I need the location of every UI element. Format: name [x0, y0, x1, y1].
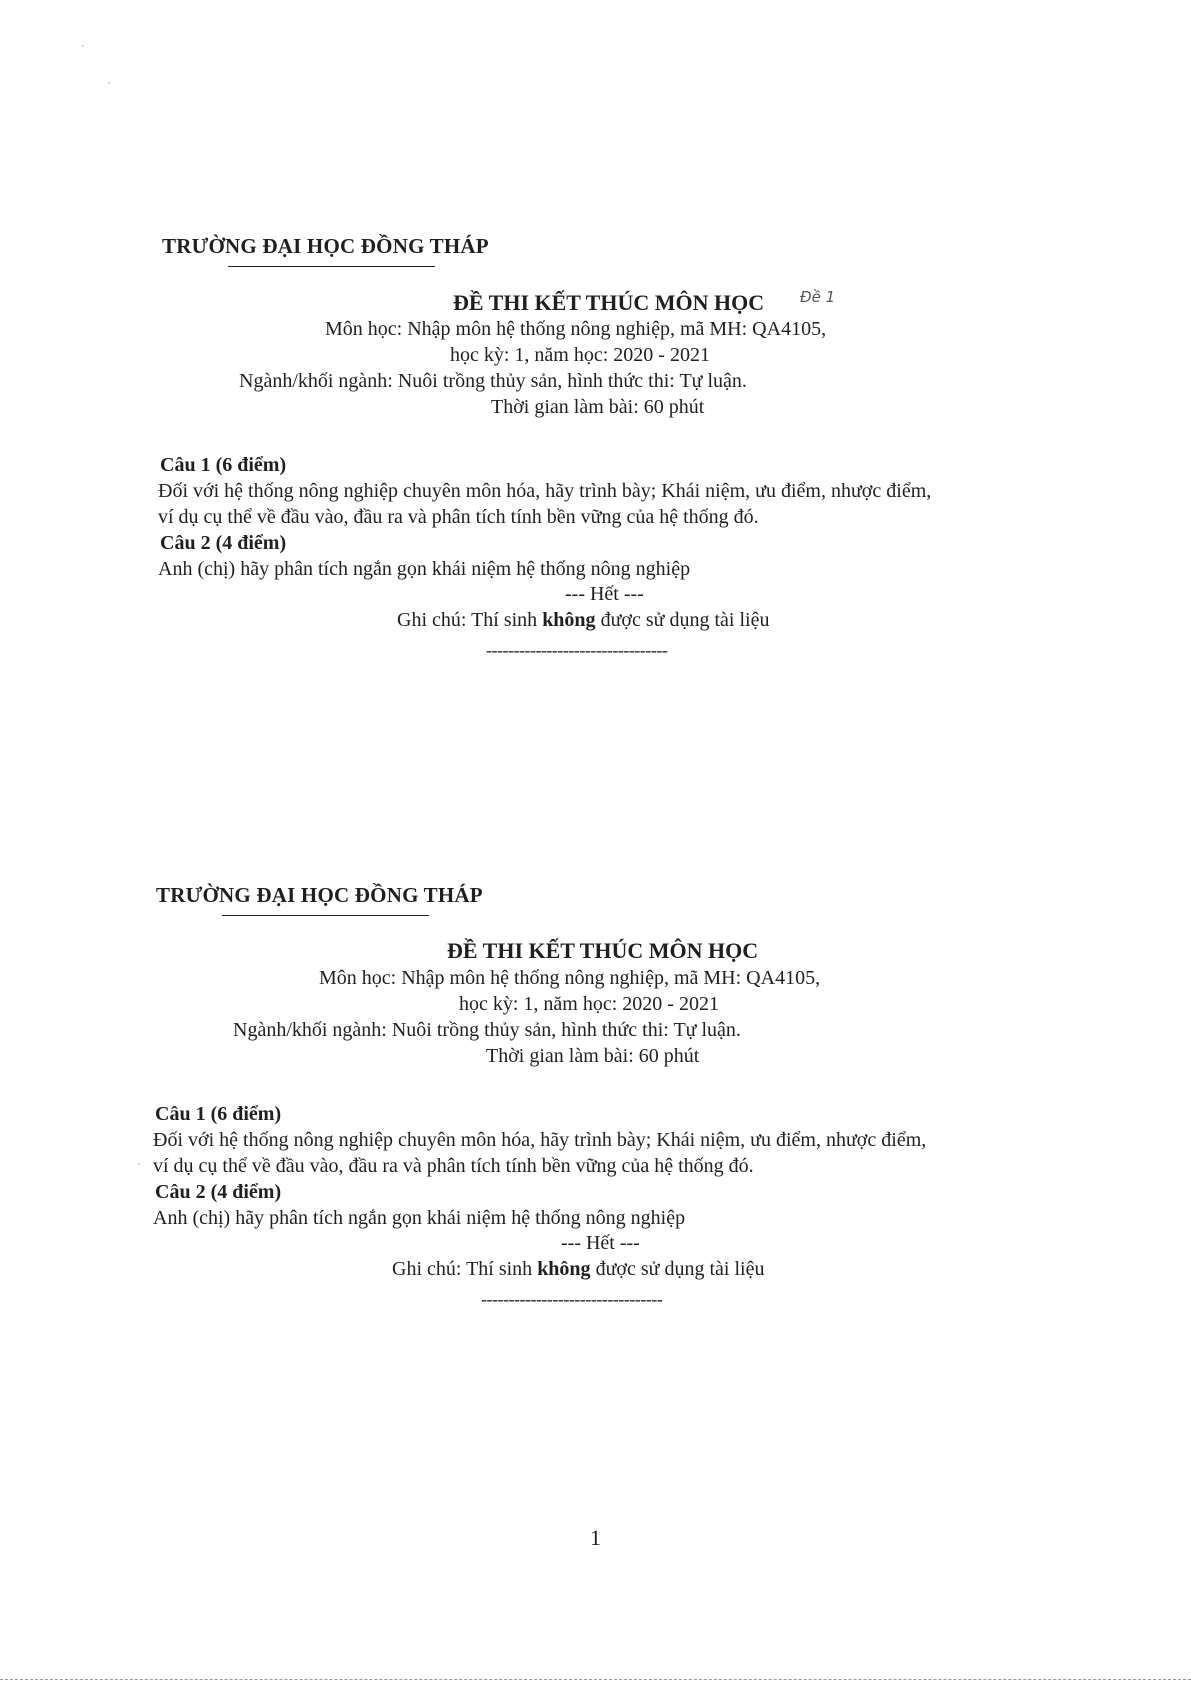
- exam-note-2: [392, 1258, 764, 1281]
- question-2-text: Anh (chị) hãy phân tích ngắn gọn khái niệm hệ thống nông nghiệp: [158, 558, 691, 580]
- note-emphasis: không: [542, 609, 596, 631]
- exam-title: ĐỀ THI KẾT THÚC MÔN HỌC: [453, 290, 765, 315]
- note-emphasis-2: không: [537, 1258, 591, 1280]
- major-line-2: Ngành/khối ngành: Nuôi trồng thủy sản, hình thức thi: Tự luận.: [233, 1019, 741, 1041]
- end-mark: --- Hết ---: [565, 583, 644, 605]
- exam-copy-1: [0, 0, 1191, 631]
- exam-title-2: ĐỀ THI KẾT THÚC MÔN HỌC: [447, 938, 759, 963]
- note-prefix-2: Ghi chú: Thí sinh: [392, 1258, 538, 1280]
- semester-line-2: học kỳ: 1, năm học: 2020 - 2021: [459, 993, 719, 1015]
- question-1-text-line-2: ví dụ cụ thể về đầu vào, đầu ra và phân tích tính bền vững của hệ thống đó.: [158, 506, 759, 528]
- question-1-heading-2: Câu 1 (6 điểm): [155, 1103, 282, 1125]
- scan-speck: [82, 45, 84, 47]
- time-line: Thời gian làm bài: 60 phút: [491, 396, 705, 418]
- end-mark-2: --- Hết ---: [561, 1232, 640, 1254]
- closing-dashes-1: ---------------------------------: [486, 640, 668, 660]
- handwritten-exam-mark: Đề 1: [800, 288, 836, 306]
- school-name: TRƯỜNG ĐẠI HỌC ĐỒNG THÁP: [162, 234, 489, 258]
- school-underline: [228, 266, 435, 267]
- semester-line: học kỳ: 1, năm học: 2020 - 2021: [450, 344, 710, 366]
- question-1-heading: Câu 1 (6 điểm): [160, 454, 287, 476]
- scan-bottom-edge: [0, 1679, 1191, 1681]
- scan-speck: [108, 82, 110, 84]
- page-number: 1: [590, 1525, 601, 1550]
- school-underline-2: [222, 915, 429, 916]
- question-2-text-2: Anh (chị) hãy phân tích ngắn gọn khái niệm hệ thống nông nghiệp: [153, 1207, 686, 1229]
- question-1-text-line-1: Đối với hệ thống nông nghiệp chuyên môn hóa, hãy trình bày; Khái niệm, ưu điểm, nhược điểm,: [158, 480, 932, 502]
- question-1-text-line-2-2: ví dụ cụ thể về đầu vào, đầu ra và phân tích tính bền vững của hệ thống đó.: [153, 1155, 754, 1177]
- subject-line: Môn học: Nhập môn hệ thống nông nghiệp, mã MH: QA4105,: [325, 318, 827, 340]
- closing-dashes-2: ---------------------------------: [481, 1289, 663, 1309]
- question-1-text-line-1-2: Đối với hệ thống nông nghiệp chuyên môn hóa, hãy trình bày; Khái niệm, ưu điểm, nhược điểm,: [153, 1129, 927, 1151]
- question-2-heading: Câu 2 (4 điểm): [160, 532, 287, 554]
- subject-line-2: Môn học: Nhập môn hệ thống nông nghiệp, mã MH: QA4105,: [319, 967, 821, 989]
- exam-note: [397, 609, 769, 632]
- note-prefix: Ghi chú: Thí sinh: [397, 609, 543, 631]
- note-suffix: được sử dụng tài liệu: [595, 609, 770, 631]
- major-line: Ngành/khối ngành: Nuôi trồng thủy sản, hình thức thi: Tự luận.: [239, 370, 747, 392]
- note-suffix-2: được sử dụng tài liệu: [590, 1258, 765, 1280]
- question-2-heading-2: Câu 2 (4 điểm): [155, 1181, 282, 1203]
- school-name-2: TRƯỜNG ĐẠI HỌC ĐỒNG THÁP: [156, 883, 483, 907]
- time-line-2: Thời gian làm bài: 60 phút: [486, 1045, 700, 1067]
- scan-speck: [138, 1163, 140, 1165]
